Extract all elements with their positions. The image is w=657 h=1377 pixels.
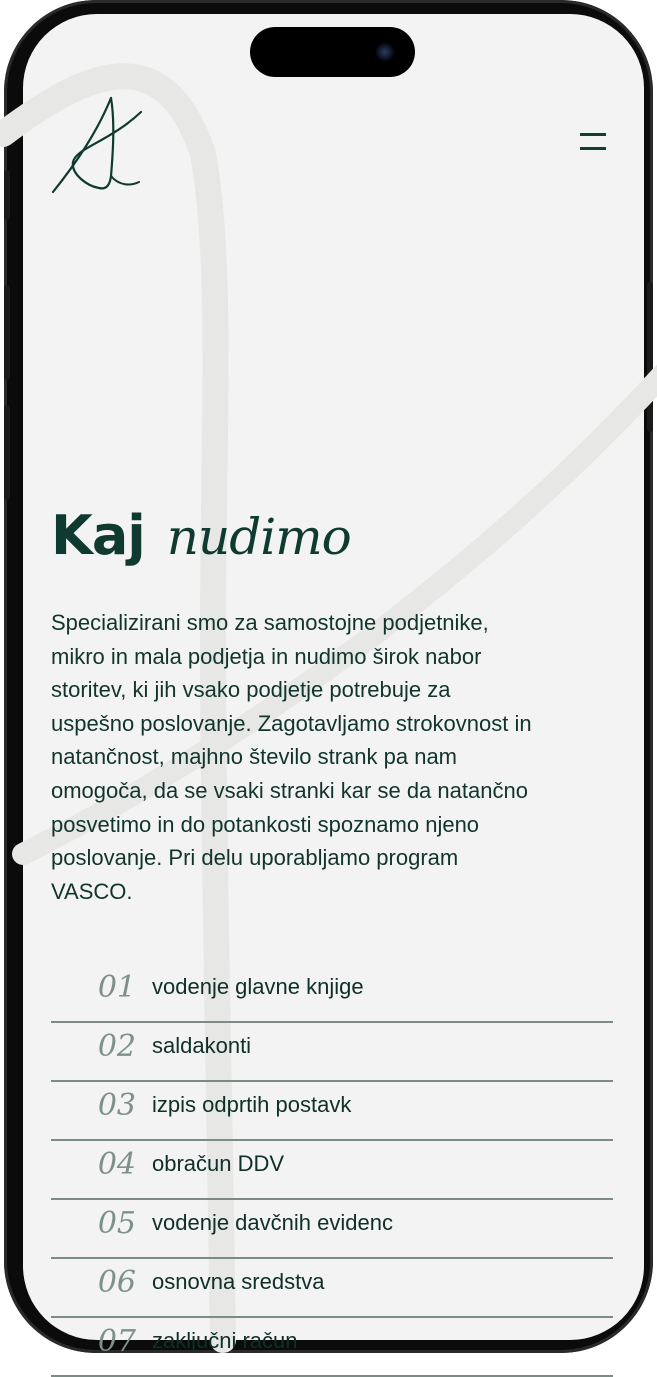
intro-line: uspešno poslovanje. Zagotavljamo strokovnost in bbox=[51, 710, 532, 736]
menu-line bbox=[580, 133, 606, 136]
screen bbox=[23, 14, 644, 1359]
service-number: 05 bbox=[97, 1206, 136, 1241]
service-item bbox=[51, 1200, 613, 1259]
service-number: 01 bbox=[97, 970, 136, 1005]
hamburger-menu-button[interactable] bbox=[577, 130, 607, 154]
intro-line: natančnost, majhno število strank pa nam bbox=[51, 744, 458, 770]
intro-line: mikro in mala podjetja in nudimo širok nabor bbox=[51, 643, 482, 669]
intro-line: Specializirani smo za samostojne podjetnike, bbox=[51, 610, 489, 635]
service-label: vodenje glavne knjige bbox=[152, 974, 364, 999]
services-list bbox=[51, 964, 613, 1377]
service-label: vodenje davčnih evidenc bbox=[152, 1210, 393, 1235]
service-item bbox=[51, 1082, 613, 1141]
service-item bbox=[51, 1318, 613, 1377]
action-button bbox=[4, 170, 10, 220]
service-label: zaključni račun bbox=[152, 1328, 298, 1353]
intro-line: posvetimo in do potankosti spoznamo njeno bbox=[51, 811, 480, 837]
intro-line: VASCO. bbox=[51, 878, 133, 904]
service-number: 04 bbox=[97, 1147, 136, 1182]
service-number: 07 bbox=[97, 1324, 136, 1359]
service-label: izpis odprtih postavk bbox=[152, 1092, 352, 1117]
dynamic-island bbox=[250, 27, 415, 77]
service-item bbox=[51, 1259, 613, 1318]
service-item bbox=[51, 1023, 613, 1082]
logo[interactable] bbox=[49, 92, 145, 194]
service-item bbox=[51, 1141, 613, 1200]
service-number: 02 bbox=[97, 1029, 136, 1064]
title-italic: nudimo bbox=[166, 508, 351, 566]
intro-line: poslovanje. Pri delu uporabljamo program bbox=[51, 845, 459, 871]
power-button bbox=[647, 282, 653, 432]
service-label: obračun DDV bbox=[152, 1151, 285, 1176]
volume-down-button bbox=[4, 405, 10, 500]
title-bold: Kaj bbox=[51, 504, 145, 567]
menu-line bbox=[580, 147, 606, 150]
intro-paragraph bbox=[51, 606, 621, 908]
intro-line: storitev, ki jih vsako podjetje potrebuje za bbox=[51, 677, 451, 703]
camera-icon bbox=[375, 42, 395, 62]
service-item bbox=[51, 964, 613, 1023]
service-label: osnovna sredstva bbox=[152, 1269, 325, 1294]
phone-frame bbox=[4, 0, 653, 1359]
service-number: 03 bbox=[97, 1088, 136, 1123]
service-number: 06 bbox=[97, 1265, 136, 1300]
intro-line: omogoča, da se vsaki stranki kar se da natančno bbox=[51, 777, 528, 803]
volume-up-button bbox=[4, 285, 10, 380]
section-title bbox=[51, 504, 351, 567]
service-label: saldakonti bbox=[152, 1033, 252, 1058]
